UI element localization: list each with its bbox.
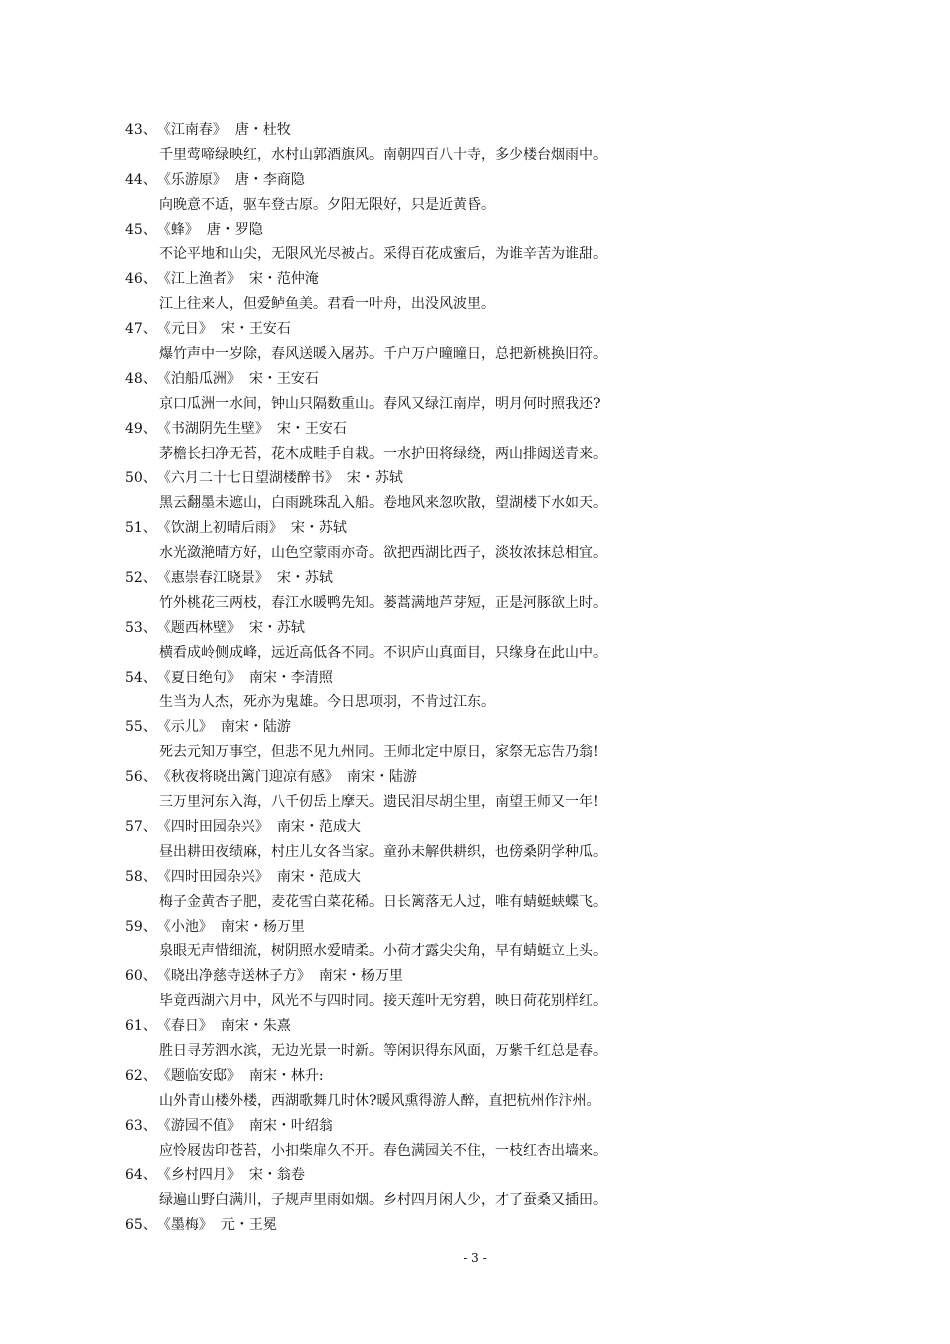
poem-text: 毕竟西湖六月中，风光不与四时同。接天莲叶无穷碧，映日荷花别样红。 [159, 993, 607, 1010]
poem-number: 60、 [125, 968, 157, 985]
poem-heading [125, 1064, 685, 1089]
poem-heading [125, 267, 685, 292]
poem-title: 《泊船瓜洲》 [156, 370, 241, 387]
poem-heading [125, 516, 685, 541]
poem-title: 《游园不值》 [156, 1117, 241, 1134]
poem-heading [125, 566, 685, 591]
poem-author: 南宋・陆游 [220, 719, 291, 736]
poem-text: 应怜屐齿印苍苔，小扣柴扉久不开。春色满园关不住，一枝红杏出墙来。 [159, 1142, 607, 1159]
poem-author: 宋・范仲淹 [248, 271, 319, 288]
poem-author: 南宋・范成大 [276, 818, 361, 835]
poem-entry [125, 516, 685, 566]
poem-title: 《元日》 [156, 321, 213, 338]
poem-title: 《秋夜将晓出篱门迎凉有感》 [156, 769, 339, 786]
poem-author: 宋・王安石 [276, 420, 347, 437]
poem-heading [125, 218, 685, 243]
poem-title: 《江南春》 [156, 122, 227, 138]
poem-number: 61、 [125, 1018, 157, 1035]
poem-author: 宋・苏轼 [346, 470, 403, 487]
poem-title: 《春日》 [156, 1018, 213, 1035]
poem-title: 《题临安邸》 [156, 1067, 241, 1084]
poem-title: 《小池》 [156, 918, 213, 935]
poem-author: 宋・翁卷 [248, 1167, 305, 1184]
poem-heading [125, 417, 685, 442]
poem-number: 46、 [125, 271, 157, 288]
poem-heading [125, 765, 685, 790]
poem-number: 62、 [125, 1067, 157, 1084]
poem-heading [125, 1213, 685, 1238]
poem-text: 胜日寻芳泗水滨，无边光景一时新。等闲识得东风面，万紫千红总是春。 [159, 1042, 607, 1059]
poem-text: 水光潋滟晴方好，山色空蒙雨亦奇。欲把西湖比西子，淡妆浓抹总相宜。 [159, 545, 607, 562]
poem-number: 45、 [125, 221, 157, 238]
poem-text: 江上往来人，但爱鲈鱼美。君看一叶舟，出没风波里。 [159, 296, 495, 313]
poem-text: 山外青山楼外楼，西湖歌舞几时休?暖风熏得游人醉，直把杭州作汴州。 [159, 1092, 601, 1109]
poem-entry [125, 765, 685, 815]
poem-author: 南宋・陆游 [346, 769, 417, 786]
poem-number: 65、 [125, 1217, 157, 1234]
poem-heading [125, 466, 685, 491]
poem-author: 南宋・范成大 [276, 868, 361, 885]
poem-text: 泉眼无声惜细流，树阴照水爱晴柔。小荷才露尖尖角，早有蜻蜓立上头。 [159, 943, 607, 960]
poem-heading [125, 317, 685, 342]
poem-entry [125, 915, 685, 965]
poem-entry [125, 267, 685, 317]
poem-entry [125, 367, 685, 417]
poem-text: 死去元知万事空，但悲不见九州同。王师北定中原日，家祭无忘告乃翁! [159, 744, 599, 761]
poem-entry [125, 417, 685, 467]
poem-number: 59、 [125, 918, 157, 935]
poem-entry [125, 168, 685, 218]
poem-author: 宋・苏轼 [276, 570, 333, 587]
poem-text: 向晚意不适，驱车登古原。夕阳无限好，只是近黄昏。 [159, 196, 495, 213]
poem-entry [125, 118, 685, 168]
poem-number: 64、 [125, 1167, 157, 1184]
poem-author: 唐・杜牧 [234, 122, 291, 138]
page-number: - 3 - [463, 1251, 487, 1265]
poem-heading [125, 1163, 685, 1188]
poem-heading [125, 1114, 685, 1139]
poem-heading [125, 616, 685, 641]
poem-title: 《晓出净慈寺送林子方》 [156, 968, 311, 985]
poem-entry [125, 1064, 685, 1114]
poem-text: 梅子金黄杏子肥，麦花雪白菜花稀。日长篱落无人过，唯有蜻蜓蛱蝶飞。 [159, 893, 607, 910]
poem-number: 49、 [125, 420, 157, 437]
poem-number: 57、 [125, 818, 157, 835]
poem-text: 竹外桃花三两枝，春江水暖鸭先知。蒌蒿满地芦芽短，正是河豚欲上时。 [159, 594, 607, 611]
poem-heading [125, 1014, 685, 1039]
poem-author: 宋・苏轼 [248, 619, 305, 636]
poem-number: 56、 [125, 769, 157, 786]
poem-title: 《饮湖上初晴后雨》 [156, 520, 283, 537]
poem-author: 宋・王安石 [248, 370, 319, 387]
poem-title: 《六月二十七日望湖楼醉书》 [156, 470, 339, 487]
poem-text: 爆竹声中一岁除，春风送暖入屠苏。千户万户曈曈日，总把新桃换旧符。 [159, 346, 607, 363]
poem-entry [125, 218, 685, 268]
poem-entry [125, 1213, 685, 1238]
poem-title: 《蜂》 [156, 221, 199, 238]
poem-text: 绿遍山野白满川，子规声里雨如烟。乡村四月闲人少，才了蚕桑又插田。 [159, 1192, 607, 1209]
poem-entry [125, 964, 685, 1014]
poem-number: 51、 [125, 520, 157, 537]
poem-number: 58、 [125, 868, 157, 885]
poem-title: 《书湖阴先生壁》 [156, 420, 269, 437]
poem-heading [125, 666, 685, 691]
poem-entry [125, 1114, 685, 1164]
poem-heading [125, 168, 685, 193]
poem-number: 44、 [125, 171, 157, 188]
poem-title: 《乐游原》 [156, 171, 227, 188]
poem-entry [125, 715, 685, 765]
poem-title: 《乡村四月》 [156, 1167, 241, 1184]
poem-title: 《夏日绝句》 [156, 669, 241, 686]
poem-title: 《题西林壁》 [156, 619, 241, 636]
poem-author: 南宋・杨万里 [220, 918, 305, 935]
poem-text: 生当为人杰，死亦为鬼雄。今日思项羽，不肯过江东。 [159, 694, 495, 711]
poem-number: 55、 [125, 719, 157, 736]
poem-number: 52、 [125, 570, 157, 587]
poem-author: 宋・苏轼 [290, 520, 347, 537]
poem-author: 南宋・朱熹 [220, 1018, 291, 1035]
poem-text: 茅檐长扫净无苔，花木成畦手自栽。一水护田将绿绕，两山排闼送青来。 [159, 445, 607, 462]
poem-author: 南宋・杨万里 [318, 968, 403, 985]
poem-text: 三万里河东入海，八千仞岳上摩天。遗民泪尽胡尘里，南望王师又一年! [159, 794, 599, 811]
poem-text: 千里莺啼绿映红，水村山郭酒旗风。南朝四百八十寺，多少楼台烟雨中。 [159, 146, 607, 163]
poem-author: 南宋・叶绍翁 [248, 1117, 333, 1134]
poem-author: 元・王冕 [220, 1217, 277, 1234]
poem-title: 《四时田园杂兴》 [156, 868, 269, 885]
poem-text: 黑云翻墨未遮山，白雨跳珠乱入船。卷地风来忽吹散，望湖楼下水如天。 [159, 495, 607, 512]
poem-number: 53、 [125, 619, 157, 636]
poem-heading [125, 367, 685, 392]
poem-heading [125, 915, 685, 940]
poem-number: 63、 [125, 1117, 157, 1134]
poem-heading [125, 964, 685, 989]
poem-entry [125, 1014, 685, 1064]
poem-list [125, 118, 685, 1238]
poem-entry [125, 1163, 685, 1213]
poem-entry [125, 317, 685, 367]
poem-number: 54、 [125, 669, 157, 686]
poem-text: 昼出耕田夜绩麻，村庄儿女各当家。童孙未解供耕织，也傍桑阴学种瓜。 [159, 843, 607, 860]
poem-title: 《示儿》 [156, 719, 213, 736]
poem-title: 《四时田园杂兴》 [156, 818, 269, 835]
poem-title: 《江上渔者》 [156, 271, 241, 288]
poem-number: 50、 [125, 470, 157, 487]
poem-entry [125, 466, 685, 516]
poem-heading [125, 118, 685, 143]
poem-entry [125, 616, 685, 666]
poem-title: 《墨梅》 [156, 1217, 213, 1234]
poem-author: 南宋・李清照 [248, 669, 333, 686]
poem-entry [125, 815, 685, 865]
poem-heading [125, 715, 685, 740]
poem-author: 唐・李商隐 [234, 171, 305, 188]
poem-entry [125, 865, 685, 915]
poem-entry [125, 666, 685, 716]
poem-number: 47、 [125, 321, 157, 338]
poem-number: 43、 [125, 122, 157, 138]
poem-title: 《惠崇春江晓景》 [156, 570, 269, 587]
poem-number: 48、 [125, 370, 157, 387]
poem-text: 不论平地和山尖，无限风光尽被占。采得百花成蜜后，为谁辛苦为谁甜。 [159, 246, 607, 263]
poem-heading [125, 815, 685, 840]
poem-author: 宋・王安石 [220, 321, 291, 338]
poem-heading [125, 865, 685, 890]
poem-entry [125, 566, 685, 616]
poem-text: 京口瓜洲一水间，钟山只隔数重山。春风又绿江南岸，明月何时照我还? [159, 395, 601, 412]
poem-author: 南宋・林升: [248, 1067, 324, 1084]
poem-text: 横看成岭侧成峰，远近高低各不同。不识庐山真面目，只缘身在此山中。 [159, 644, 607, 661]
poem-author: 唐・罗隐 [206, 221, 263, 238]
